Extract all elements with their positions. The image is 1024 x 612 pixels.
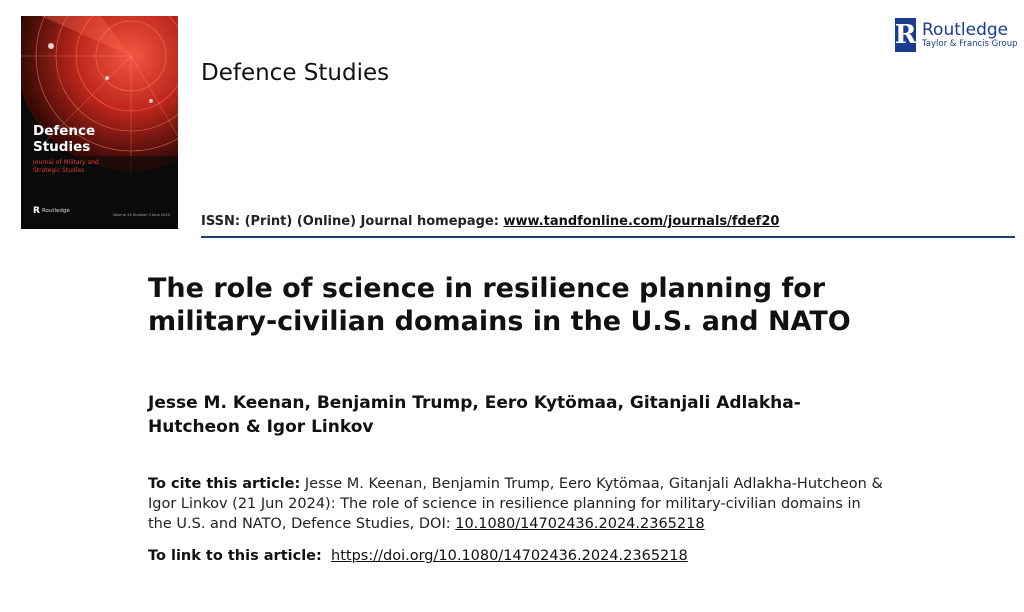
routledge-logo[interactable]	[895, 18, 1018, 52]
cover-subtitle: Journal of Military and Strategic Studies	[33, 159, 99, 174]
citation-text: Jesse M. Keenan, Benjamin Trump, Eero Kytömaa, Gitanjali Adlakha-Hutcheon & Igor Linkov (21 Jun 2024): The role of science in resilience planning for military-civilian domains in the U.S. and NATO, Defence Studies, DOI:	[148, 476, 883, 532]
article-authors: Jesse M. Keenan, Benjamin Trump, Eero Kytömaa, Gitanjali Adlakha-Hutcheon & Igor Linkov	[148, 393, 801, 437]
routledge-r-icon	[895, 18, 916, 52]
citation-doi-link[interactable]: 10.1080/14702436.2024.2365218	[455, 516, 705, 532]
citation-block	[148, 474, 888, 534]
issn-line	[201, 214, 779, 229]
cover-publisher	[33, 206, 70, 216]
article-title: The role of science in resilience planning for military-civilian domains in the U.S. and NATO	[148, 273, 851, 337]
cover-title	[33, 123, 95, 155]
issn-label: ISSN: (Print) (Online) Journal homepage:	[201, 214, 504, 229]
article-link-block	[148, 546, 688, 566]
journal-cover-image	[21, 16, 178, 229]
journal-homepage-link[interactable]: www.tandfonline.com/journals/fdef20	[503, 214, 780, 229]
cover-publisher-name: Routledge	[41, 208, 70, 214]
logo-tagline: Taylor & Francis Group	[922, 39, 1018, 49]
cover-volume-info: Volume 24 Number 3 June 2024	[112, 213, 170, 217]
header-divider	[201, 236, 1015, 238]
cover-title-line-2: Studies	[33, 139, 91, 155]
logo-name: Routledge	[922, 20, 1009, 40]
article-link-label: To link to this article:	[148, 548, 322, 564]
citation-label: To cite this article:	[148, 476, 301, 492]
logo-mark-letter: R	[894, 20, 917, 50]
journal-name: Defence Studies	[201, 60, 390, 86]
cover-title-line-1: Defence	[33, 123, 96, 139]
article-url-link[interactable]: https://doi.org/10.1080/14702436.2024.2365218	[331, 548, 688, 564]
cover-publisher-icon: R	[33, 206, 40, 216]
logo-text	[922, 21, 1018, 49]
